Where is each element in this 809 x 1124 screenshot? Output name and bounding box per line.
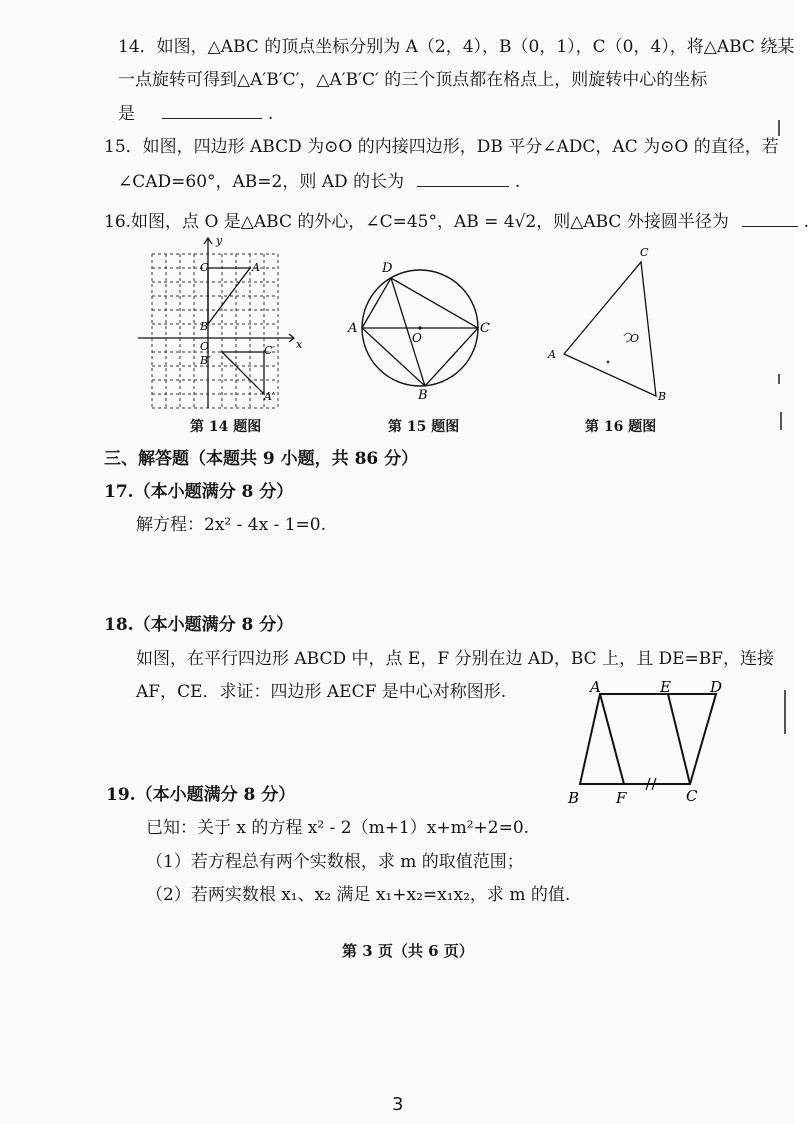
fig14-label-C: C <box>200 261 209 274</box>
page-number: 3 <box>392 1094 404 1115</box>
fig18-parallelogram-figure <box>564 676 740 808</box>
fig14-origin-label: O <box>200 340 210 353</box>
fig18-label-A: A <box>590 678 601 696</box>
fig16-label-C: C <box>640 246 649 259</box>
fig14-grid-figure <box>134 232 304 412</box>
fig15-label-O: O <box>412 331 422 345</box>
fig15-caption: 第 15 题图 <box>388 419 460 435</box>
q16-answer-blank <box>742 210 798 227</box>
fig15-label-B: B <box>418 388 428 403</box>
fig15-circle-figure <box>344 256 494 406</box>
q17-heading: 17.（本小题满分 8 分） <box>104 482 294 502</box>
page-footer-label: 第 3 页（共 6 页） <box>342 942 474 960</box>
fig16-label-O: O <box>630 332 640 345</box>
fig14-caption: 第 14 题图 <box>190 419 262 435</box>
q18-heading: 18.（本小题满分 8 分） <box>104 615 294 635</box>
fig14-label-B1: B′ <box>200 354 211 367</box>
fig16-label-B: B <box>658 390 667 403</box>
q14-line1: 14．如图，△ABC 的顶点坐标分别为 A（2，4），B（0，1），C（0，4），将△ABC 绕某 <box>118 37 795 57</box>
fig18-label-C: C <box>686 787 698 805</box>
fig14-label-B: B <box>200 320 209 333</box>
fig15-label-A: A <box>348 321 358 336</box>
q15-line2 <box>118 170 520 193</box>
q17-body: 解方程：2x² - 4x - 1=0. <box>136 515 327 535</box>
fig14-label-A1: A′ <box>264 390 275 403</box>
fig16-label-A: A <box>548 348 556 361</box>
q14-line3-prefix: 是 <box>118 104 135 124</box>
section3-heading: 三、解答题（本题共 9 小题，共 86 分） <box>104 449 419 469</box>
q15-line2-suffix: . <box>514 172 521 192</box>
fig14-label-C1: C′ <box>264 344 275 357</box>
q18-line1: 如图，在平行四边形 ABCD 中，点 E，F 分别在边 AD，BC 上，且 DE=BF，连接 <box>136 649 775 669</box>
fig18-label-B: B <box>568 789 580 807</box>
scan-mark <box>784 690 786 734</box>
scan-mark <box>780 412 782 430</box>
q18-line2: AF，CE．求证：四边形 AECF 是中心对称图形. <box>136 682 507 702</box>
fig15-label-C: C <box>480 321 490 336</box>
fig18-label-D: D <box>710 678 723 696</box>
fig16-triangle-figure <box>546 244 676 406</box>
fig16-caption: 第 16 题图 <box>585 419 657 435</box>
q14-answer-blank <box>162 102 262 119</box>
fig15-label-D: D <box>382 261 393 276</box>
q15-line1: 15．如图，四边形 ABCD 为⊙O 的内接四边形，DB 平分∠ADC，AC 为⊙O 的直径，若 <box>104 137 779 157</box>
fig14-label-A: A <box>252 261 260 274</box>
q14-line3 <box>118 102 273 125</box>
fig14-axis-y-label: y <box>216 234 223 247</box>
fig18-label-E: E <box>660 678 671 696</box>
q19-heading: 19.（本小题满分 8 分） <box>106 785 296 805</box>
q19-line2: （1）若方程总有两个实数根，求 m 的取值范围； <box>146 852 524 872</box>
q15-answer-blank <box>417 170 509 187</box>
fig18-label-F: F <box>616 789 627 807</box>
q19-line1: 已知：关于 x 的方程 x² - 2（m+1）x+m²+2=0. <box>146 818 530 838</box>
q16-line1-suffix: . <box>803 212 809 232</box>
q14-line2: 一点旋转可得到△A′B′C′，△A′B′C′ 的三个顶点都在格点上，则旋转中心的坐标 <box>118 70 708 90</box>
fig14-axis-x-label: x <box>296 338 303 351</box>
q14-line3-suffix: . <box>267 104 274 124</box>
q19-line3: （2）若两实数根 x₁、x₂ 满足 x₁+x₂=x₁x₂，求 m 的值. <box>146 885 571 905</box>
scan-mark <box>778 120 780 136</box>
q15-line2-prefix: ∠CAD=60°，AB=2，则 AD 的长为 <box>118 172 405 192</box>
q16-line1-prefix: 16.如图，点 O 是△ABC 的外心，∠C=45°，AB = 4√2，则△ABC 外接圆半径为 <box>104 212 729 232</box>
q16-line1 <box>104 210 809 233</box>
scan-mark <box>778 374 780 384</box>
